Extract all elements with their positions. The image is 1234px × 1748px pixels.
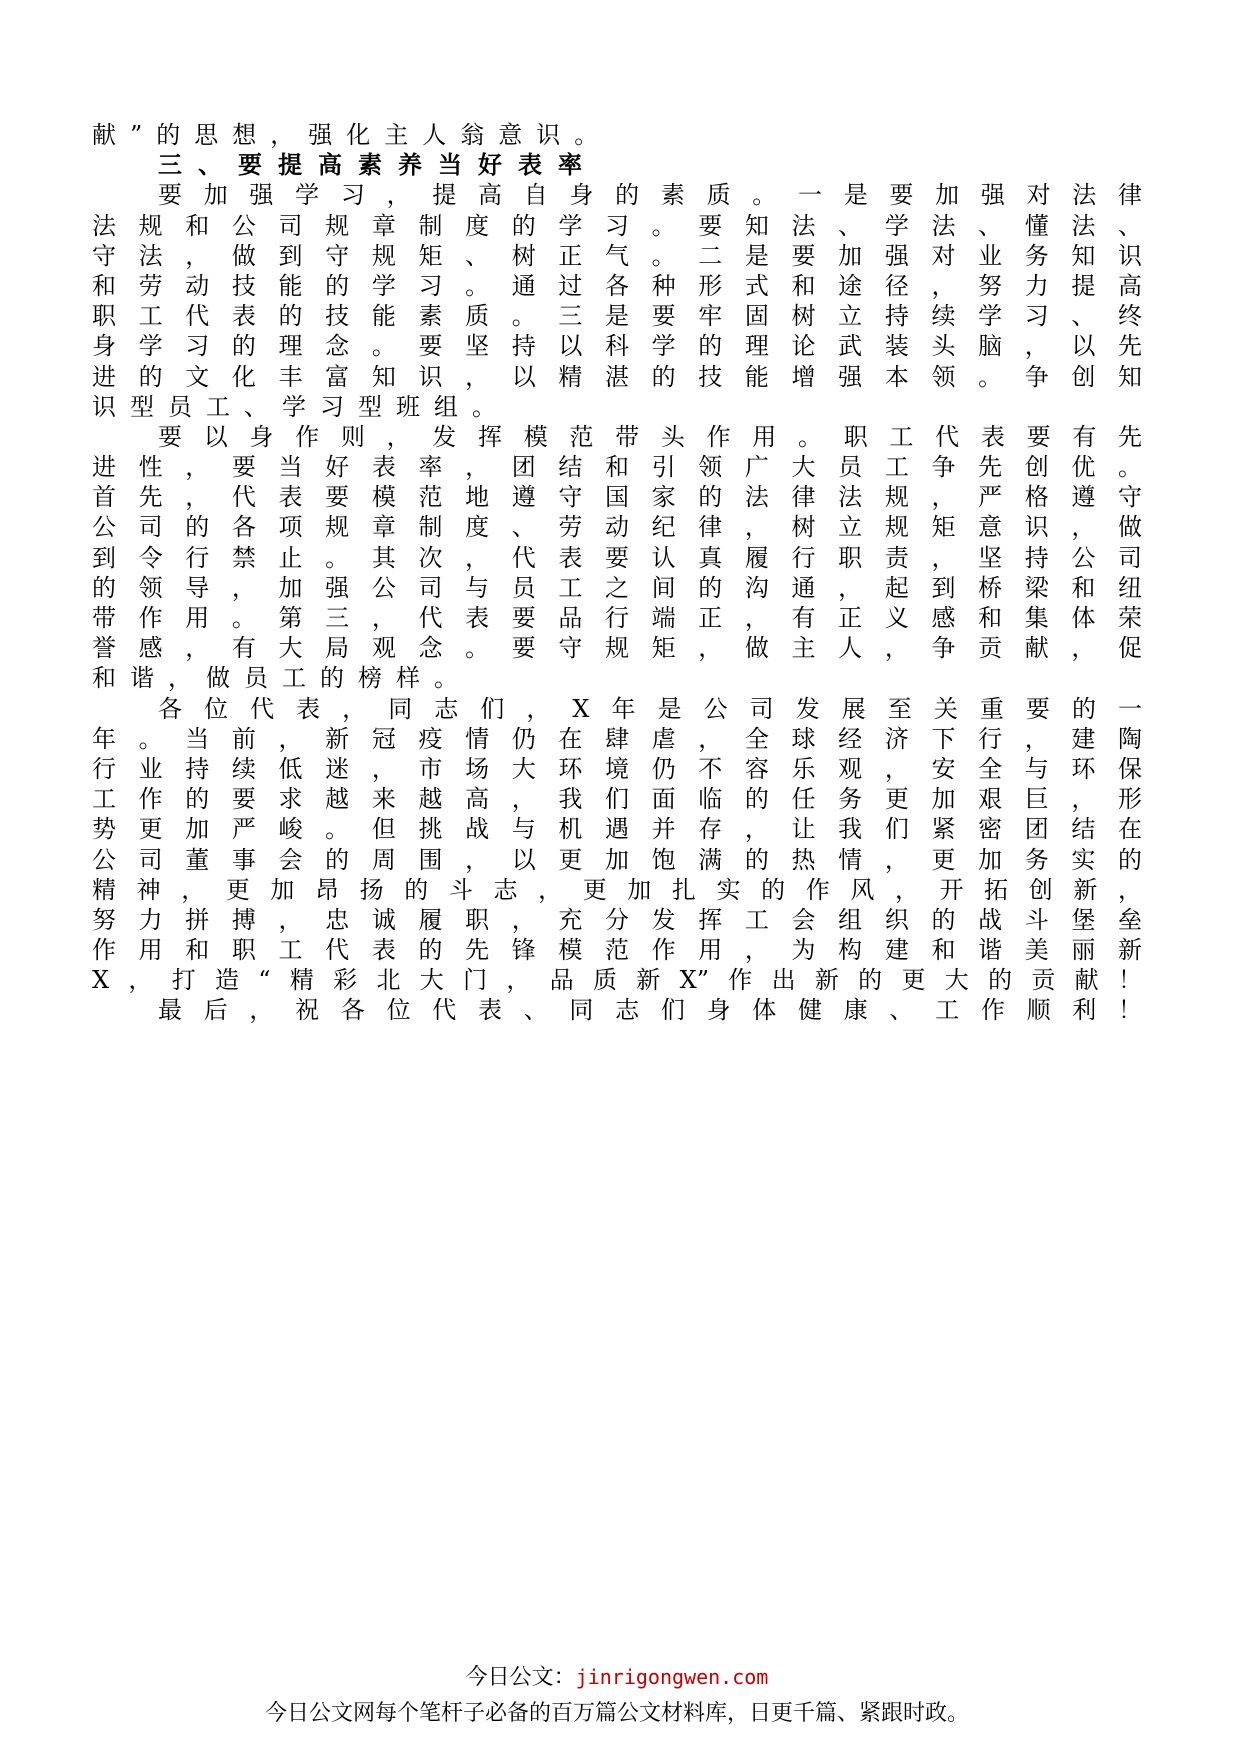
text-line: 和谐，做员工的榜样。 [92,664,472,693]
text-line: 带作用。第三，代表要品行端正，有正义感和集体荣 [92,604,1142,632]
footer-site-name: 今日公文 [465,1665,554,1690]
text-line: 进性，要当好表率，团结和引领广大员工争先创优。 [92,453,1142,482]
text-line: 努力拼搏，忠诚履职，充分发挥工会组织的战斗堡垒 [92,905,1142,934]
text-line: 的领导，加强公司与员工之间的沟通，起到桥梁和纽 [92,573,1142,602]
text-line: 公司的各项规章制度、劳动纪律，树立规矩意识，做 [92,513,1142,542]
text-line: 誉感，有大局观念。要守规矩，做主人，争贡献，促 [92,634,1142,663]
text-line: 进的文化丰富知识，以精湛的技能增强本领。争创知 [92,362,1142,391]
document-body [92,120,1142,1026]
text-line: 和劳动技能的学习。通过各种形式和途径，努力提高 [92,271,1142,300]
text-line: 献”的思想，强化主人翁意识。 [92,121,613,149]
section-heading: 三、要提高素养当好表率 [158,150,598,180]
text-line: 势更加严峻。但挑战与机遇并存，让我们紧密团结在 [92,815,1142,844]
text-line: 年。当前，新冠疫情仍在肆虐，全球经济下行，建陶 [92,724,1142,753]
text-line: 身学习的理念。要坚持以科学的理论武装头脑，以先 [92,332,1142,361]
text-line: 精神，更加昂扬的斗志，更加扎实的作风，开拓创新， [92,875,1142,904]
text-line: X，打造“精彩北大门，品质新X”作出新的更大的贡献！ [92,966,1142,995]
text-line: 到令行禁止。其次，代表要认真履行职责，坚持公司 [92,543,1142,572]
footer-site-line [0,1660,1234,1691]
text-line: 识型员工、学习型班组。 [92,392,510,421]
text-line: 各位代表，同志们，X年是公司发展至关重要的一 [158,694,1142,723]
text-line: 作用和职工代表的先锋模范作用，为构建和谐美丽新 [92,936,1142,965]
text-line: 工作的要求越来越高，我们面临的任务更加艰巨，形 [92,785,1142,814]
text-line: 法规和公司规章制度的学习。要知法、学法、懂法、 [92,211,1142,240]
footer-url-link[interactable]: jinrigongwen.com [575,1665,769,1689]
text-line: 最后，祝各位代表、同志们身体健康、工作顺利！ [158,996,1142,1025]
text-line: 首先，代表要模范地遵守国家的法律法规，严格遵守 [92,483,1142,512]
text-line: 守法，做到守规矩、树正气。二是要加强对业务知识 [92,241,1142,270]
text-line: 公司董事会的周围，以更加饱满的热情，更加务实的 [92,845,1142,874]
text-line: 要加强学习，提高自身的素质。一是要加强对法律 [158,181,1142,210]
text-line: 职工代表的技能素质。三是要牢固树立持续学习、终 [92,302,1142,331]
footer-tagline: 今日公文网每个笔杆子必备的百万篇公文材料库，日更千篇、紧跟时政。 [264,1701,969,1726]
text-line: 行业持续低迷，市场大环境仍不容乐观，安全与环保 [92,754,1142,783]
footer-separator: ： [553,1665,576,1690]
text-line: 要以身作则，发挥模范带头作用。职工代表要有先 [158,422,1142,451]
